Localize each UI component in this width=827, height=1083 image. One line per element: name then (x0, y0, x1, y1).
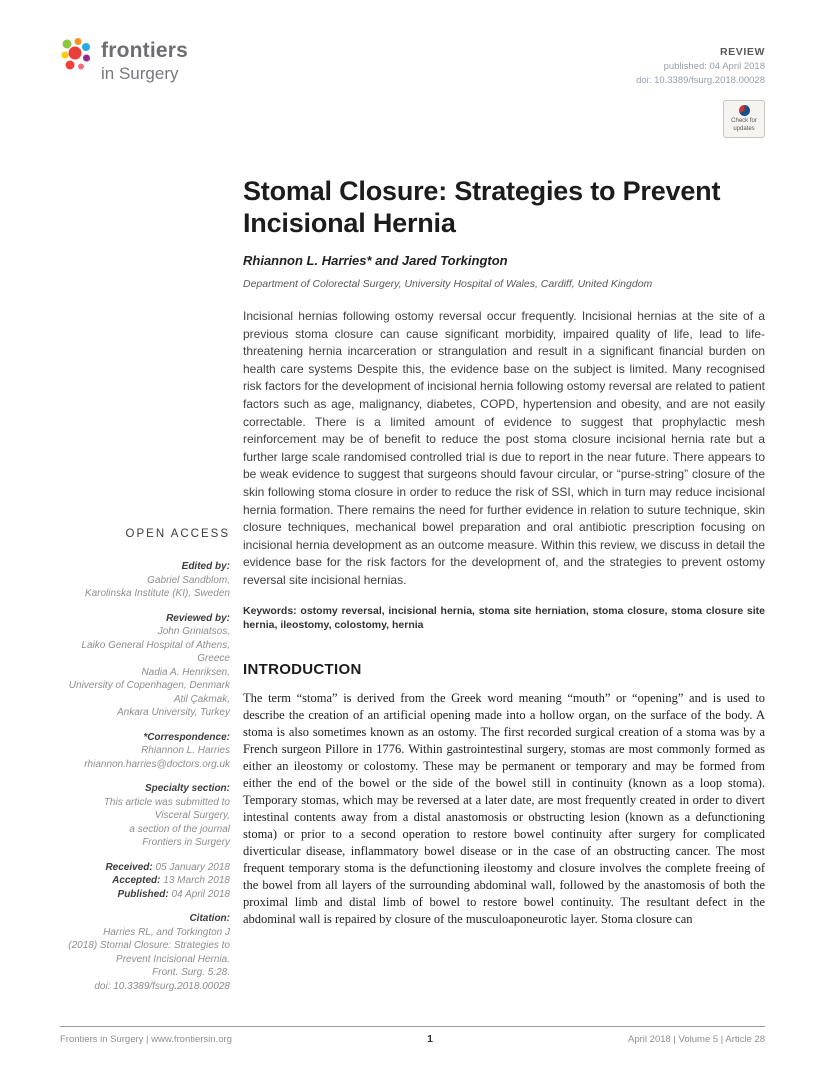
check-for-updates-badge[interactable] (723, 100, 765, 138)
correspondence-block (60, 731, 230, 772)
accepted-date-row (60, 874, 230, 888)
correspondence-name: Rhiannon L. Harries (141, 745, 230, 756)
journal-name-frontiers: frontiers (101, 39, 188, 62)
accepted-value: 13 March 2018 (163, 875, 230, 886)
received-date-row (60, 861, 230, 875)
citation-block (60, 912, 230, 993)
citation-label: Citation: (189, 913, 230, 924)
article-title: Stomal Closure: Strategies to Prevent Incisional Hernia (243, 176, 721, 238)
article-meta (636, 46, 765, 86)
article-main-column (243, 175, 765, 1023)
specialty-section-label: Specialty section: (144, 783, 230, 794)
published-date-row (60, 888, 230, 902)
received-label: Received: (105, 861, 153, 873)
edited-by-block (60, 560, 230, 601)
footer-issue-info: April 2018 | Volume 5 | Article 28 (628, 1034, 765, 1045)
footer-journal-link[interactable]: Frontiers in Surgery | www.frontiersin.org (60, 1034, 232, 1045)
frontiers-logo (58, 36, 188, 84)
correspondence-email-link[interactable]: rhiannon.harries@doctors.org.uk (84, 758, 230, 770)
page-footer (60, 1026, 765, 1045)
doi-link[interactable]: doi: 10.3389/fsurg.2018.00028 (636, 75, 765, 86)
published-date: published: 04 April 2018 (663, 61, 765, 72)
author-affiliation: Department of Colorectal Surgery, University Hospital of Wales, Cardiff, United Kingdom (243, 278, 653, 290)
article-type-label: REVIEW (719, 46, 765, 58)
article-info-sidebar (60, 528, 230, 1004)
introduction-heading: INTRODUCTION (243, 660, 362, 678)
frontiers-dots-icon (58, 36, 94, 76)
published-label: Published: (117, 888, 169, 900)
open-access-label: OPEN ACCESS (125, 528, 230, 540)
correspondence-label: *Correspondence: (143, 731, 230, 743)
check-for-updates-label: Check for updates (731, 118, 757, 132)
keywords-line: Keywords: ostomy reversal, incisional hernia, stoma site herniation, stoma closure, stoma closure site hernia, ileostomy, colostomy, hernia (243, 604, 765, 631)
abstract-text: Incisional hernias following ostomy reversal occur frequently. Incisional hernias at the site of a previous stoma closure can cause significant morbidity, impaired quality of life, lead to life-threatening hernia incarceration or strangulation and result in a significant financial burden on health care systems Despite this, the evidence base on the subject is limited. Many recognised risk factors for the development of incisional hernia following ostomy reversal are related to patient factors such as age, malignancy, diabetes, COPD, hypertension and obesity, and are not easily correctable. There is a limited amount of evidence to suggest that prophylactic mesh reinforcement may be of benefit to reduce the post stoma closure incisional hernia rate but a further large scale randomised controlled trial is due to report in the near future. There appears to be weak evidence to suggest that surgeons should favour circular, or “purse-string” closure of the skin following stoma closure in order to reduce the risk of SSI, which in turn may reduce incisional hernia formation. There remains the need for further evidence in relation to suture technique, skin closure techniques, mechanical bowel preparation and oral antibiotic prescription focusing on incisional hernia development as an outcome measure. Within this review, we discuss in detail the evidence base for the risk factors for the development of, and the strategies to prevent ostomy reversal site incisional hernias. (243, 309, 765, 587)
history-dates-block (60, 861, 230, 902)
received-value: 05 January 2018 (155, 861, 230, 873)
specialty-section-text: This article was submitted to Visceral Surgery, a section of the journal Frontiers in Surgery (103, 796, 230, 848)
citation-text: Harries RL, and Torkington J (2018) Stomal Closure: Strategies to Prevent Incisional Hernia. Front. Surg. 5:28. doi: 10.3389/fsurg.2018.00028 (68, 926, 230, 992)
introduction-paragraph: The term “stoma” is derived from the Greek word meaning “mouth” or “opening” and is used to describe the creation of an artificial opening made into a hollow organ, on the surface of the body. A stoma is also sometimes known as an ostomy. The first recorded surgical creation of a stoma was by a French surgeon Pillore in 1776. Within gastrointestinal surgery, stomas are most commonly formed as either an ileostomy or colostomy. These may be permanent or temporary and may be formed from either the end of the bowel or the side of the bowel still in continuity (known as a loop stoma). Temporary stomas, which may be reversed at a later date, are most frequently created in order to divert intestinal contents away from a distal anastomosis or obstructing lesion (known as a defunctioning stoma) or prior to a second operation to restore bowel continuity after surgery for complicated diverticular disease, inflammatory bowel disease or in the case of an obstructing cancer. The most frequent temporary stoma is the defunctioning ileostomy and closure involves the complete freeing of the bowel from all layers of the surrounding abdominal wall, followed by the anastomosis of both the proximal limb and distal limb of bowel to restore bowel continuity. The resultant defect in the abdominal wall is repaired by closure of the musculoaponeurotic layer. Stoma closure can (243, 690, 765, 926)
page-number: 1 (427, 1033, 433, 1045)
published-value: 04 April 2018 (171, 888, 230, 900)
accepted-label: Accepted: (112, 875, 161, 886)
reviewed-by-text: John Griniatsos, Laiko General Hospital of Athens, Greece Nadia A. Henriksen, University of Copenhagen, Denmark Atil Çakmak, Ankara University, Turkey (68, 626, 230, 718)
reviewed-by-block (60, 612, 230, 720)
author-list: Rhiannon L. Harries* and Jared Torkington (243, 253, 508, 268)
edited-by-label: Edited by: (181, 561, 230, 572)
crossmark-icon (739, 105, 750, 116)
specialty-section-block (60, 782, 230, 850)
journal-name-in-surgery: in Surgery (101, 64, 179, 83)
reviewed-by-label: Reviewed by: (166, 612, 230, 624)
edited-by-text: Gabriel Sandblom, Karolinska Institute (KI), Sweden (84, 574, 230, 599)
journal-name (101, 39, 188, 84)
